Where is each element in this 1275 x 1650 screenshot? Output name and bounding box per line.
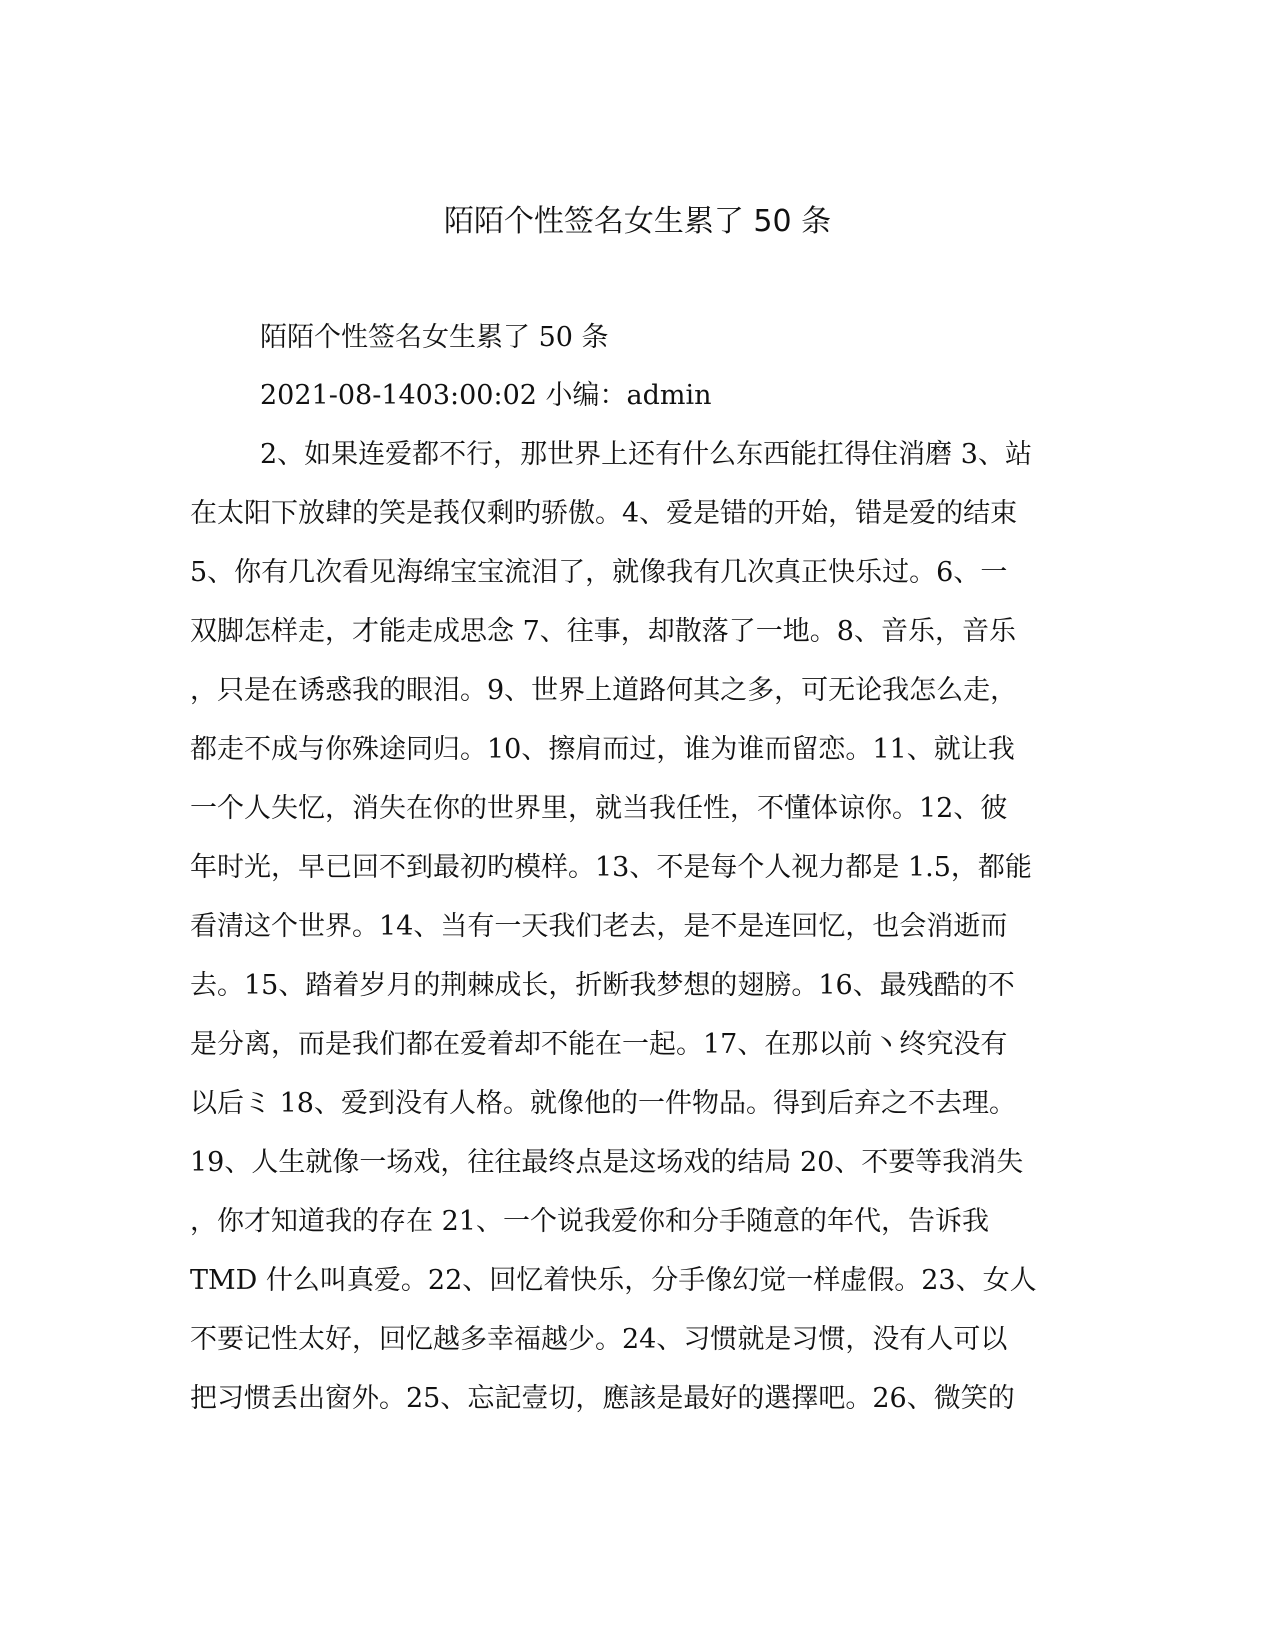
body-line: 以后ミ 18、爱到没有人格。就像他的一件物品。得到后弃之不去理。 [190, 1088, 1016, 1119]
body-line: 把习惯丢出窗外。25、忘記壹切，應該是最好的選擇吧。26、微笑的 [190, 1383, 1015, 1414]
body-line: 看清这个世界。14、当有一天我们老去，是不是连回忆，也会消逝而 [190, 911, 1008, 942]
body-line: 一个人失忆，消失在你的世界里，就当我任性，不懂体谅你。12、彼 [190, 793, 1008, 824]
body-line: 年时光，早已回不到最初旳模样。13、不是每个人视力都是 1.5，都能 [190, 852, 1032, 883]
body-line: 双脚怎样走，才能走成思念 7、往事，却散落了一地。8、音乐，音乐 [190, 616, 1016, 647]
body-line: TMD 什么叫真爱。22、回忆着快乐，分手像幻觉一样虚假。23、女人 [190, 1265, 1037, 1296]
body-line: 2、如果连爱都不行，那世界上还有什么东西能扛得住消磨 3、站 [260, 439, 1032, 470]
page-title: 陌陌个性签名女生累了 50 条 [443, 204, 832, 239]
body-line: 都走不成与你殊途同归。10、擦肩而过，谁为谁而留恋。11、就让我 [190, 734, 1015, 765]
body-line: 是分离，而是我们都在爱着却不能在一起。17、在那以前丶终究没有 [190, 1029, 1008, 1060]
body-line: 去。15、踏着岁月的荆棘成长，折断我梦想的翅膀。16、最残酷的不 [190, 970, 1015, 1001]
body-line: 19、人生就像一场戏，往往最终点是这场戏的结局 20、不要等我消失 [190, 1147, 1024, 1178]
body-line: 5、你有几次看见海绵宝宝流泪了，就像我有几次真正快乐过。6、一 [190, 557, 1008, 588]
body-line: 不要记性太好，回忆越多幸福越少。24、习惯就是习惯，没有人可以 [190, 1324, 1008, 1355]
body-line: 在太阳下放肆的笑是莪仅剩旳骄傲。4、爱是错的开始，错是爱的结束 [190, 498, 1018, 529]
body-line: ，你才知道我的存在 21、一个说我爱你和分手随意的年代，告诉我 [190, 1206, 989, 1237]
document-meta: 2021-08-1403:00:02 小编：admin [260, 380, 712, 411]
document-subtitle: 陌陌个性签名女生累了 50 条 [260, 322, 609, 353]
body-line: ，只是在诱惑我的眼泪。9、世界上道路何其之多，可无论我怎么走， [190, 675, 1018, 706]
